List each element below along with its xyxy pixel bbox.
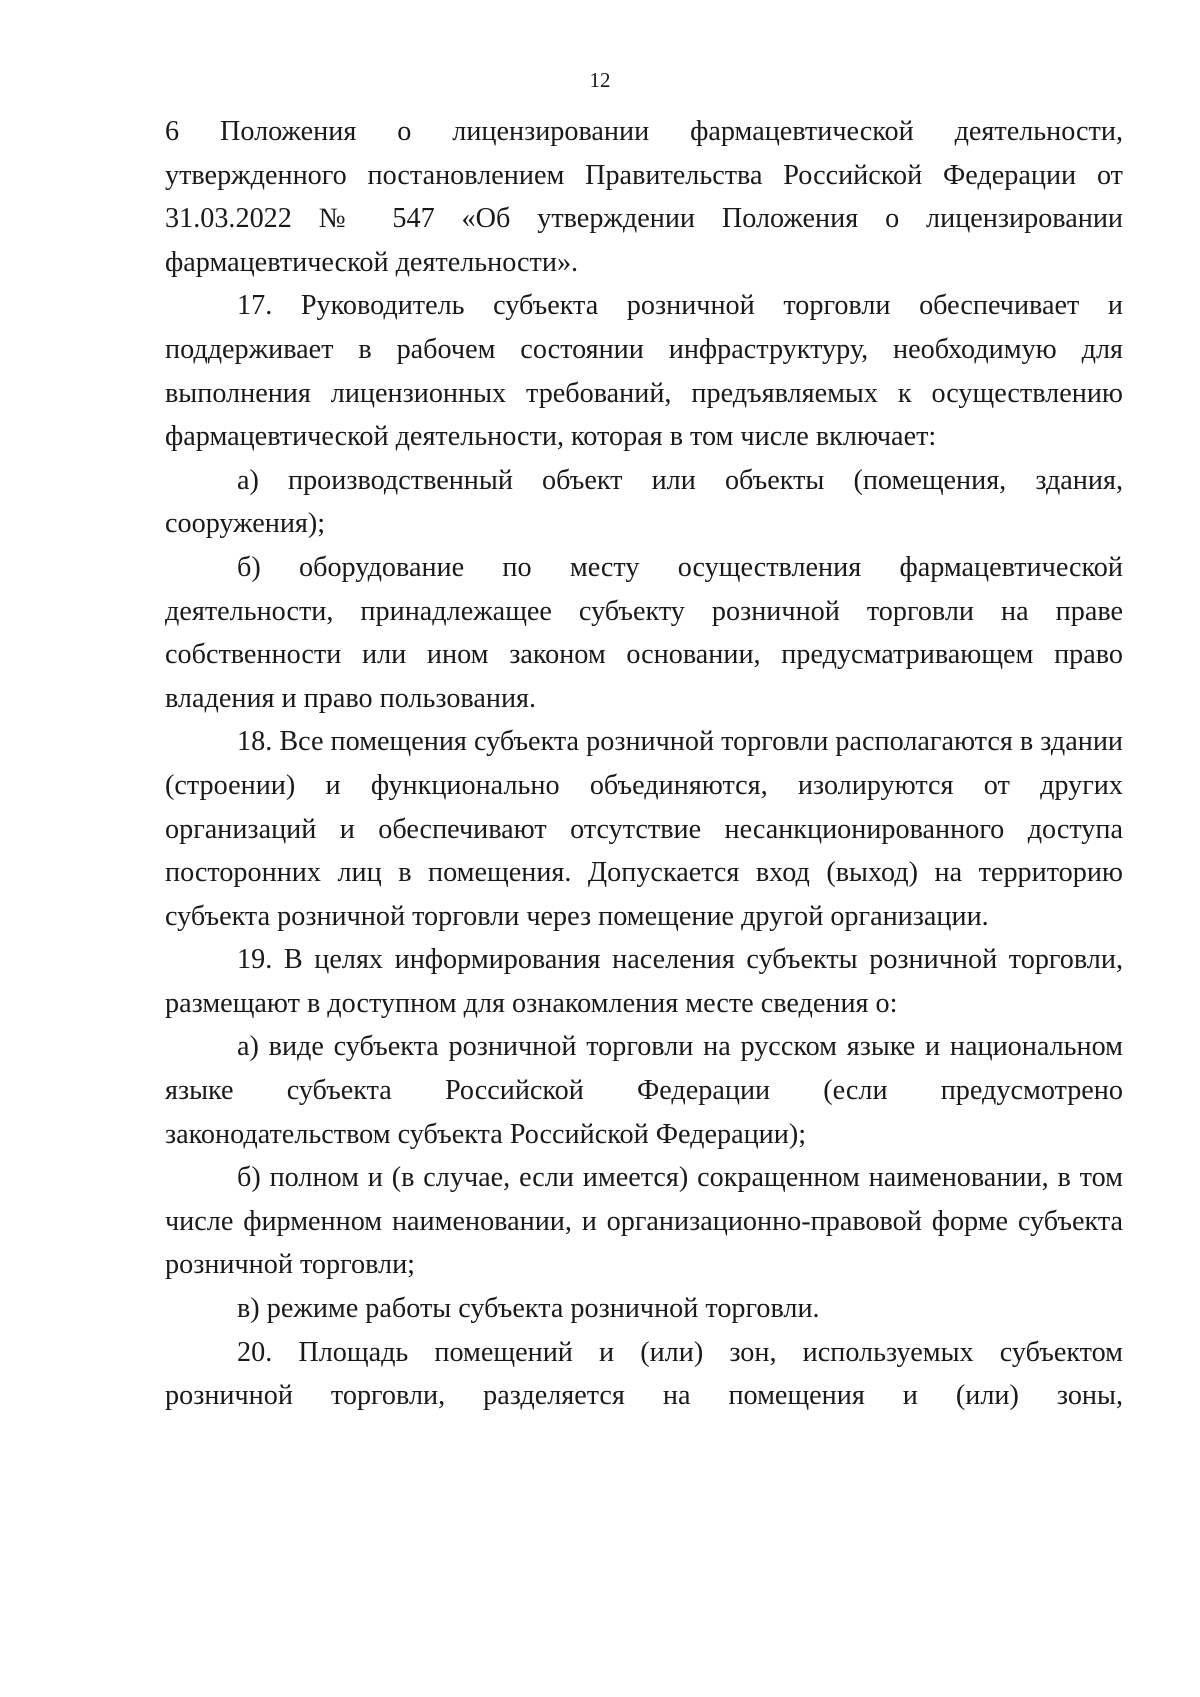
page-number: 12 xyxy=(589,68,611,92)
paragraph-20: 20. Площадь помещений и (или) зон, используемых субъектом розничной торговли, разделяется на помещения и (или) зоны, xyxy=(165,1336,1123,1412)
document-body xyxy=(165,110,1123,1418)
paragraph-19-c: в) режиме работы субъекта розничной торговли. xyxy=(237,1293,820,1325)
paragraph-continuation: 6 Положения о лицензировании фармацевтической деятельности, утвержденного постановлением Правительства Российской Федерации от 31.03.2022 № 547 «Об утверждении Положения о лицензировании фармацевтической деятельности». xyxy=(165,116,1123,278)
paragraph-19: 19. В целях информирования населения субъекты розничной торговли, размещают в доступном для ознакомления месте сведения о: xyxy=(165,944,1123,1019)
paragraph-17-b: б) оборудование по месту осуществления фармацевтической деятельности, принадлежащее субъекту розничной торговли на праве собственности или ином законом основании, предусматривающем право владения и право пользования. xyxy=(165,551,1123,714)
paragraph-17-a: а) производственный объект или объекты (помещения, здания, сооружения); xyxy=(165,464,1123,540)
paragraph-19-a: а) виде субъекта розничной торговли на русском языке и национальном языке субъекта Российской Федерации (если предусмотрено законодательством субъекта Российской Федерации); xyxy=(165,1031,1123,1150)
paragraph-18: 18. Все помещения субъекта розничной торговли располагаются в здании (строении) и функционально объединяются, изолируются от других организаций и обеспечивают отсутствие несанкционированного доступа посторонних лиц в помещения. Допускается вход (выход) на территорию субъекта розничной торговли через помещение другой организации. xyxy=(165,726,1123,932)
paragraph-17: 17. Руководитель субъекта розничной торговли обеспечивает и поддерживает в рабочем состоянии инфраструктуру, необходимую для выполнения лицензионных требований, предъявляемых к осуществлению фармацевтической деятельности, которая в том числе включает: xyxy=(165,290,1123,453)
paragraph-19-b: б) полном и (в случае, если имеется) сокращенном наименовании, в том числе фирменном наименовании, и организационно-правовой форме субъекта розничной торговли; xyxy=(165,1162,1123,1281)
